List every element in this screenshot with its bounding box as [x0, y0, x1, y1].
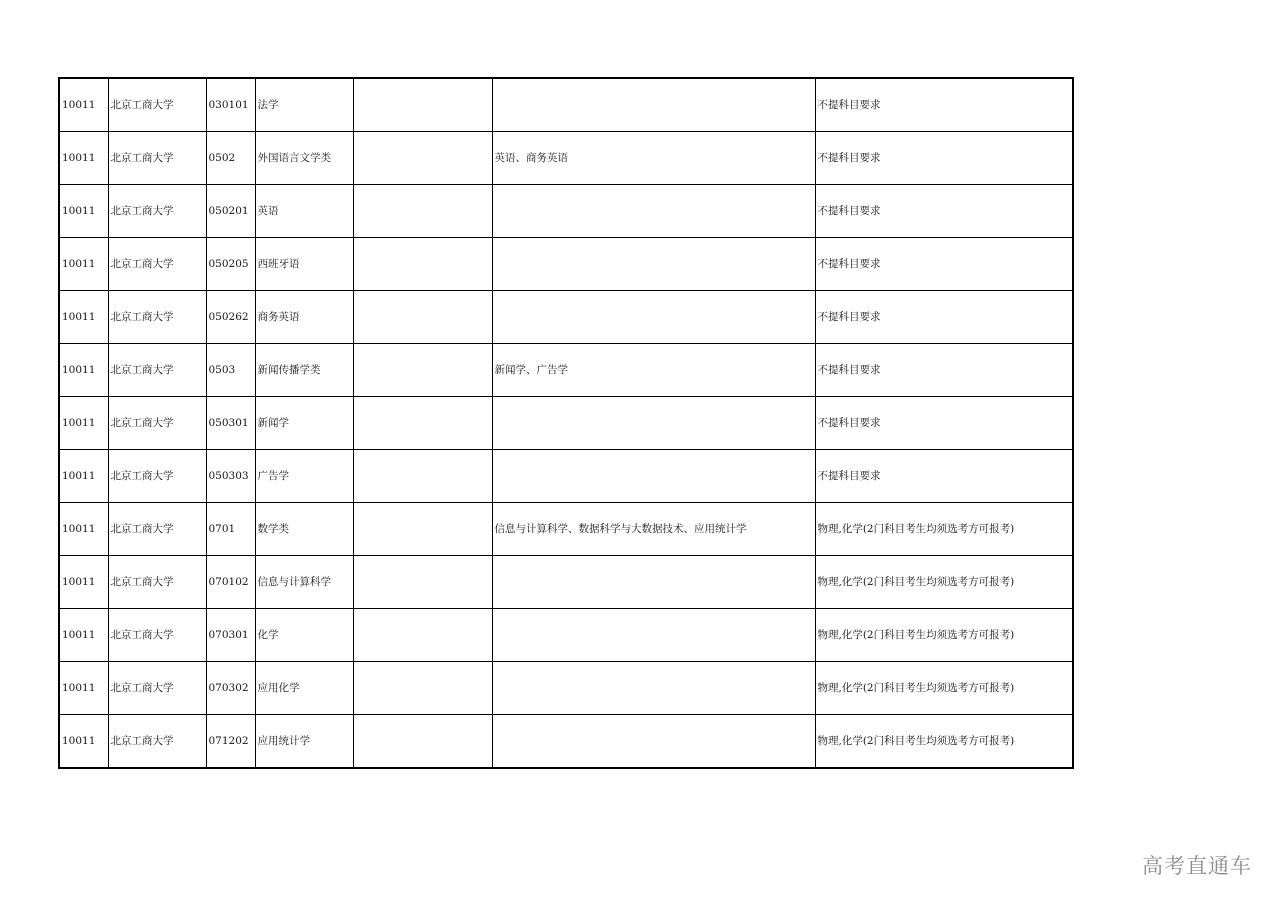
school-code-cell: 10011 — [59, 344, 108, 397]
major-name-cell: 商务英语 — [255, 291, 353, 344]
subject-requirement-cell: 物理,化学(2门科目考生均须选考方可报考) — [815, 556, 1073, 609]
table-row — [59, 609, 1073, 662]
school-code-cell: 10011 — [59, 503, 108, 556]
table-row — [59, 503, 1073, 556]
included-majors-cell: 新闻学、广告学 — [492, 344, 815, 397]
major-name-cell: 西班牙语 — [255, 238, 353, 291]
subject-requirement-cell: 不提科目要求 — [815, 450, 1073, 503]
table-row — [59, 78, 1073, 132]
table-row — [59, 556, 1073, 609]
included-majors-cell — [492, 291, 815, 344]
included-majors-cell — [492, 78, 815, 132]
major-code-cell: 050301 — [206, 397, 255, 450]
school-code-cell: 10011 — [59, 238, 108, 291]
major-name-cell: 信息与计算科学 — [255, 556, 353, 609]
subject-requirement-cell: 物理,化学(2门科目考生均须选考方可报考) — [815, 662, 1073, 715]
major-name-cell: 外国语言文学类 — [255, 132, 353, 185]
empty-cell — [353, 609, 492, 662]
empty-cell — [353, 715, 492, 769]
school-name-cell: 北京工商大学 — [108, 397, 206, 450]
school-name-cell: 北京工商大学 — [108, 78, 206, 132]
included-majors-cell: 英语、商务英语 — [492, 132, 815, 185]
school-name-cell: 北京工商大学 — [108, 715, 206, 769]
major-code-cell: 050303 — [206, 450, 255, 503]
major-code-cell: 070302 — [206, 662, 255, 715]
school-code-cell: 10011 — [59, 609, 108, 662]
included-majors-cell — [492, 662, 815, 715]
school-name-cell: 北京工商大学 — [108, 132, 206, 185]
school-name-cell: 北京工商大学 — [108, 609, 206, 662]
empty-cell — [353, 662, 492, 715]
included-majors-cell — [492, 238, 815, 291]
included-majors-cell — [492, 609, 815, 662]
school-name-cell: 北京工商大学 — [108, 344, 206, 397]
subject-requirement-cell: 不提科目要求 — [815, 238, 1073, 291]
major-code-cell: 030101 — [206, 78, 255, 132]
empty-cell — [353, 503, 492, 556]
empty-cell — [353, 238, 492, 291]
major-name-cell: 数学类 — [255, 503, 353, 556]
included-majors-cell — [492, 715, 815, 769]
school-name-cell: 北京工商大学 — [108, 450, 206, 503]
major-name-cell: 英语 — [255, 185, 353, 238]
major-code-cell: 0503 — [206, 344, 255, 397]
major-name-cell: 化学 — [255, 609, 353, 662]
empty-cell — [353, 78, 492, 132]
major-code-cell: 070102 — [206, 556, 255, 609]
table-row — [59, 662, 1073, 715]
table-row — [59, 397, 1073, 450]
included-majors-cell — [492, 556, 815, 609]
subject-requirement-cell: 物理,化学(2门科目考生均须选考方可报考) — [815, 609, 1073, 662]
empty-cell — [353, 291, 492, 344]
table-row — [59, 185, 1073, 238]
school-code-cell: 10011 — [59, 450, 108, 503]
subject-requirement-cell: 不提科目要求 — [815, 344, 1073, 397]
school-name-cell: 北京工商大学 — [108, 503, 206, 556]
empty-cell — [353, 450, 492, 503]
subject-requirements-table — [58, 77, 1074, 769]
school-name-cell: 北京工商大学 — [108, 291, 206, 344]
school-code-cell: 10011 — [59, 132, 108, 185]
subject-requirement-cell: 不提科目要求 — [815, 185, 1073, 238]
major-code-cell: 050201 — [206, 185, 255, 238]
watermark-text: 高考直通车 — [1142, 854, 1252, 878]
school-code-cell: 10011 — [59, 662, 108, 715]
included-majors-cell — [492, 397, 815, 450]
subject-requirement-cell: 不提科目要求 — [815, 397, 1073, 450]
school-name-cell: 北京工商大学 — [108, 662, 206, 715]
subject-requirement-cell: 不提科目要求 — [815, 291, 1073, 344]
major-name-cell: 法学 — [255, 78, 353, 132]
major-code-cell: 070301 — [206, 609, 255, 662]
empty-cell — [353, 185, 492, 238]
school-code-cell: 10011 — [59, 78, 108, 132]
empty-cell — [353, 132, 492, 185]
table-row — [59, 450, 1073, 503]
table-row — [59, 291, 1073, 344]
subject-requirement-cell: 不提科目要求 — [815, 132, 1073, 185]
empty-cell — [353, 397, 492, 450]
school-name-cell: 北京工商大学 — [108, 185, 206, 238]
major-code-cell: 050262 — [206, 291, 255, 344]
table-row — [59, 344, 1073, 397]
subject-requirement-cell: 物理,化学(2门科目考生均须选考方可报考) — [815, 503, 1073, 556]
major-name-cell: 应用统计学 — [255, 715, 353, 769]
school-name-cell: 北京工商大学 — [108, 556, 206, 609]
major-name-cell: 新闻学 — [255, 397, 353, 450]
subject-requirement-cell: 不提科目要求 — [815, 78, 1073, 132]
school-code-cell: 10011 — [59, 291, 108, 344]
major-name-cell: 新闻传播学类 — [255, 344, 353, 397]
major-name-cell: 应用化学 — [255, 662, 353, 715]
included-majors-cell — [492, 450, 815, 503]
table-body — [59, 78, 1073, 768]
school-code-cell: 10011 — [59, 556, 108, 609]
major-code-cell: 0502 — [206, 132, 255, 185]
school-code-cell: 10011 — [59, 185, 108, 238]
table-row — [59, 132, 1073, 185]
major-code-cell: 071202 — [206, 715, 255, 769]
table-row — [59, 715, 1073, 769]
table-row — [59, 238, 1073, 291]
included-majors-cell: 信息与计算科学、数据科学与大数据技术、应用统计学 — [492, 503, 815, 556]
school-code-cell: 10011 — [59, 397, 108, 450]
empty-cell — [353, 556, 492, 609]
major-code-cell: 050205 — [206, 238, 255, 291]
school-code-cell: 10011 — [59, 715, 108, 769]
empty-cell — [353, 344, 492, 397]
major-code-cell: 0701 — [206, 503, 255, 556]
school-name-cell: 北京工商大学 — [108, 238, 206, 291]
included-majors-cell — [492, 185, 815, 238]
subject-requirement-cell: 物理,化学(2门科目考生均须选考方可报考) — [815, 715, 1073, 769]
major-name-cell: 广告学 — [255, 450, 353, 503]
